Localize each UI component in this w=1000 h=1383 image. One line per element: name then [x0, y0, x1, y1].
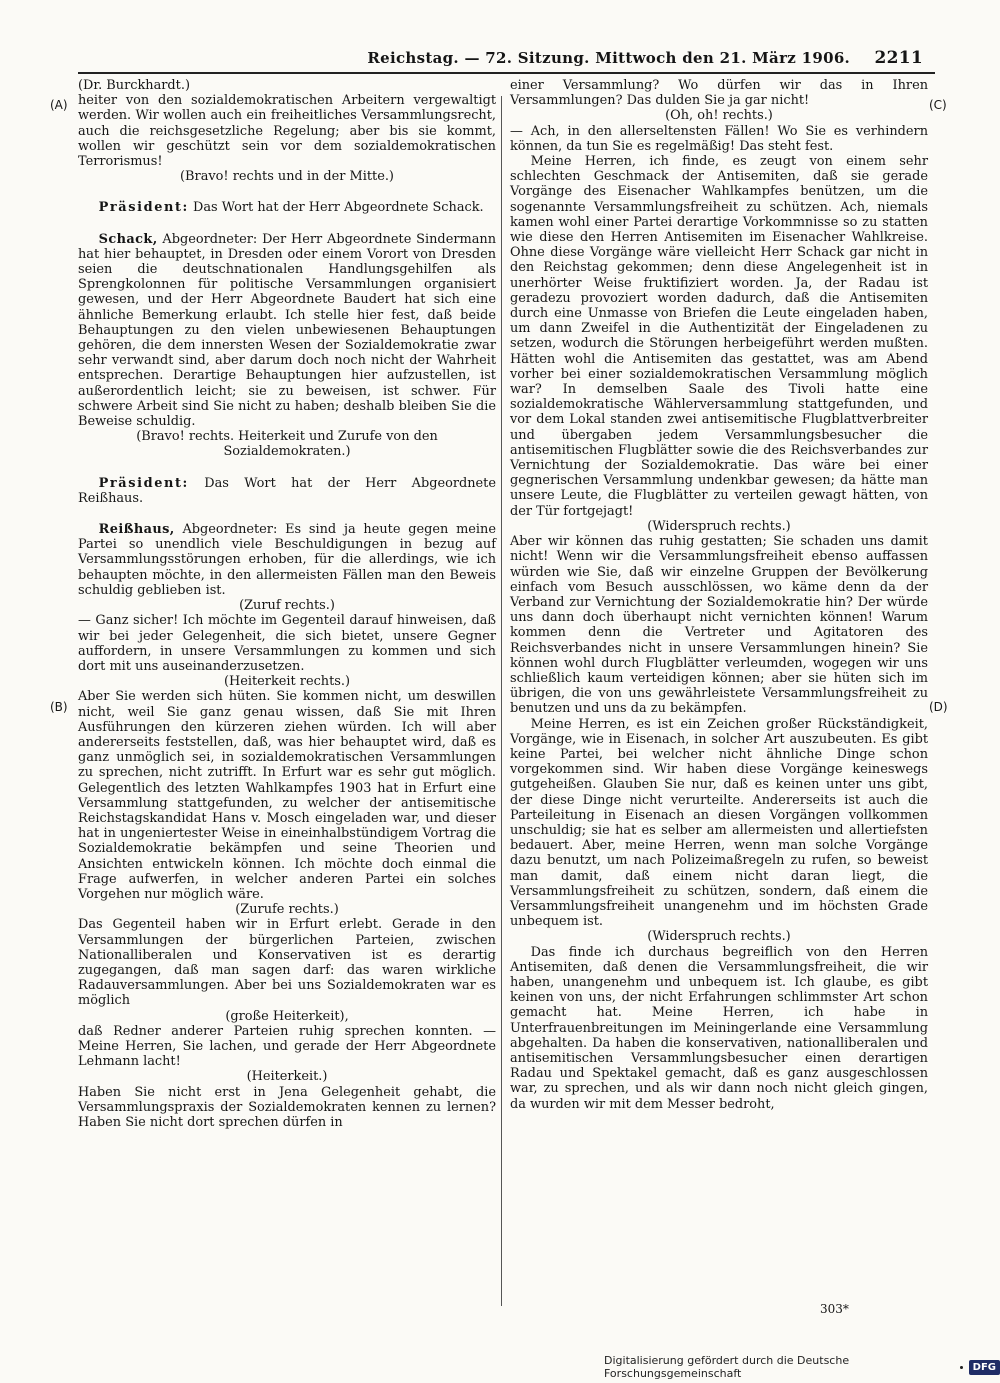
- speech-text: Abgeordneter: Es sind ja heute gegen meine Partei so unendlich viele Beschuldigungen in bezug auf Versammlungsstörungen erhoben, für die allerdings, wie ich behaupten möchte, in den allermeisten Fällen man den Beweis schuldig geblieben ist.: [78, 522, 496, 598]
- interjection: (Widerspruch rechts.): [647, 929, 791, 945]
- paragraph: Meine Herren, es ist ein Zeichen großer Rückständigkeit, Vorgänge, wie in Eisenach, in solcher Art auszubeuten. Es gibt keine Partei, bei welcher nicht ähnliche Dinge schon vorgekommen sind. Wir haben diese Vorgänge keineswegs gutgeheißen. Glauben Sie nur, daß es keinen unter uns gibt, der diese Dinge nicht verurteilte. Andererseits ist auch die Parteileitung in Eisenach an diesen Vorgängen vollkommen unschuldig; sie hat es selber am allermeisten und allertiefsten bedauert. Aber, meine Herren, wenn man solche Vorgänge dazu benutzt, um nach Polizeimaßregeln zu rufen, so beweist man damit, daß einem nicht daran liegt, die Versammlungsfreiheit zu schützen, sondern, daß einem die Versammlungsfreiheit unangenehm und im höchsten Grade unbequem ist.: [510, 716, 928, 930]
- speech-schack: [78, 232, 496, 430]
- interjection: (Zuruf rechts.): [239, 598, 335, 614]
- right-column: [510, 78, 928, 1112]
- page-header: [283, 48, 923, 68]
- dfg-logo: DFG: [969, 1360, 1000, 1375]
- paragraph: Das finde ich durchaus begreiflich von den Herren Antisemiten, daß denen die Versammlungsfreiheit, die wir haben, unangenehm und unbequem ist. Ich glaube, es gibt keinen von uns, der nicht Erfahrungen schlimmster Art schon gemacht hat. Meine Herren, ich habe in Unterfrauenbreitungen im Meiningerlande eine Versammlung abgehalten. Da haben die konservativen, nationalliberalen und antisemitischen Versammlungsbesucher einen derartigen Radau und Spektakel gemacht, daß es ganz ausgeschlossen war, zu sprechen, und als wir dann noch nicht gleich gingen, da wurden wir mit dem Messer bedroht,: [510, 944, 928, 1112]
- interjection: (Bravo! rechts. Heiterkeit und Zurufe von den Sozialdemokraten.): [136, 429, 438, 460]
- statement-text: Das Wort hat der Herr Abgeordnete Schack.: [188, 200, 484, 216]
- header-rule-right: [505, 72, 935, 74]
- margin-letter-c: (C): [929, 98, 947, 112]
- speaker-label: Präsident:: [98, 475, 189, 491]
- paragraph: heiter von den sozialdemokratischen Arbeitern vergewaltigt werden. Wir wollen auch ein freiheitliches Versammlungsrecht, auch die reichsgesetzliche Regelung; aber bis sie kommt, wollen wir geschützt sein vor dem sozialdemokratischen Terrorismus!: [78, 93, 496, 170]
- paragraph: — Ganz sicher! Ich möchte im Gegenteil darauf hinweisen, daß wir bei jeder Gelegenheit, die sich bietet, unsere Gegner auffordern, in unsere Versammlungen zu kommen und sich dort mit uns auseinanderzusetzen.: [78, 613, 496, 674]
- paragraph: Das Gegenteil haben wir in Erfurt erlebt. Gerade in den Versammlungen der bürgerlichen Parteien, zwischen Nationalliberalen und Konservativen ist es derartig zugegangen, daß man sagen darf: das waren wirkliche Radauversammlungen. Aber bei uns Sozialdemokraten war es möglich: [78, 917, 496, 1009]
- speaker-label: Präsident:: [98, 200, 189, 216]
- interjection: (Widerspruch rechts.): [647, 518, 791, 534]
- president-statement: [78, 200, 496, 215]
- footer-text: Digitalisierung gefördert durch die Deutsche Forschungsgemeinschaft: [604, 1354, 850, 1380]
- page-number: 303*: [820, 1302, 849, 1316]
- interjection: (Oh, oh! rechts.): [665, 108, 773, 124]
- footer: [604, 1354, 1000, 1380]
- speech-reisshaus: [78, 522, 496, 598]
- paragraph: einer Versammlung? Wo dürfen wir das in Ihren Versammlungen? Das dulden Sie ja gar nicht!: [510, 78, 928, 109]
- paragraph: Meine Herren, ich finde, es zeugt von einem sehr schlechten Geschmack der Antisemiten, daß sie gerade Vorgänge des Eisenacher Wahlkampfes benützen, um die sogenannte Versammlungsfreiheit zu schützen. Ach, niemals kamen wohl einer Partei derartige Vorkommnisse so zu statten wie diese den Herren Antisemiten im Eisenacher Wahlkreise. Ohne diese Vorgänge wäre vielleicht Herr Schack gar nicht in den Reichstag gekommen; denn diese Angelegenheit ist in unerhörter Weise fruktifiziert worden. Ja, der Radau ist geradezu provoziert worden dadurch, daß die Antisemiten durch eine Unmasse von Briefen die Leute eingeladen haben, um dann Zweifel in die Authentizität der Eingeladenen zu setzen, wodurch die Störungen herbeigeführt werden mußten. Hätten wohl die Antisemiten das gestattet, was am Abend vorher bei einer sozialdemokratischen Versammlung möglich war? In demselben Saale des Tivoli hatte eine sozialdemokratische Wählerversammlung stattgefunden, und vor dem Lokal standen zwei antisemitische Flugblattverbreiter und übergaben jedem Versammlungsbesucher die antisemitischen Flugblätter sowie die des Reichsverbandes zur Vernichtung der Sozialdemokratie. Das wäre bei einer gegnerischen Versammlung undenkbar gewesen; da hätte man unsere Leute, die Flugblätter zu verteilen gewagt hätten, von der Tür fortgejagt!: [510, 154, 928, 519]
- speaker-label: Schack,: [98, 231, 158, 247]
- left-column: [78, 78, 496, 1130]
- statement-text: Das Wort hat der Herr Abgeordnete Reißhaus.: [78, 475, 496, 506]
- speaker-label: Reißhaus,: [98, 522, 175, 538]
- separator-dot-icon: [960, 1366, 963, 1369]
- running-title: Reichstag. — 72. Sitzung. Mittwoch den 21. März 1906.: [367, 49, 851, 67]
- paragraph: Haben Sie nicht erst in Jena Gelegenheit gehabt, die Versammlungspraxis der Sozialdemokraten kennen zu lernen? Haben Sie nicht dort sprechen dürfen in: [78, 1084, 496, 1130]
- speech-text: Abgeordneter: Der Herr Abgeordnete Sindermann hat hier behauptet, in Dresden oder einem Vorort von Dresden seien die deutschnationalen Handlungsgehilfen als Sprengkolonnen für politische Versammlungen organisiert gewesen, und der Herr Abgeordnete Baudert hat sich eine ähnliche Bemerkung erlaubt. Ich stelle hier fest, daß beide Behauptungen zu den vielen unbewiesenen Behauptungen gehören, die dem innersten Wesen der Sozialdemokratie zwar sehr verwandt sind, aber darum doch noch nicht der Wahrheit entsprechen. Derartige Behauptungen hier aufzustellen, ist außerordentlich leicht; sie zu beweisen, ist schwer. Für schwere Arbeit sind Sie nicht zu haben; deshalb bleiben Sie die Beweise schuldig.: [78, 231, 496, 430]
- margin-letter-b: (B): [50, 700, 68, 714]
- paragraph: — Ach, in den allerseltensten Fällen! Wo Sie es verhindern können, da tun Sie es regelmäßig! Das steht fest.: [510, 123, 928, 154]
- speaker-reference: (Dr. Burckhardt.): [78, 78, 190, 93]
- margin-letter-a: (A): [50, 98, 68, 112]
- interjection: (Bravo! rechts und in der Mitte.): [180, 169, 394, 185]
- paragraph: Aber Sie werden sich hüten. Sie kommen nicht, um deswillen nicht, weil Sie ganz genau wissen, daß Sie mit Ihren Ausführungen den kürzeren ziehen würden. Ich will aber andererseits feststellen, daß, was hier behauptet wird, daß es ganz unmöglich sei, in sozialdemokratischen Versammlungen zu sprechen, nicht zutrifft. In Erfurt war es sehr gut möglich. Gelegentlich des letzten Wahlkampfes 1903 hat in Erfurt eine Versammlung stattgefunden, zu welcher der antisemitische Reichstagskandidat Hans v. Mosch eingeladen war, und dieser hat in ungeniertester Weise in eineinhalbstündigem Vortrag die Sozialdemokratie bekämpfen und seine Theorien und Ansichten entwickeln können. Ich möchte doch einmal die Frage aufwerfen, in welcher anderen Partei ein solches Vorgehen nur möglich wäre.: [78, 689, 496, 902]
- interjection: (Zurufe rechts.): [235, 902, 339, 918]
- president-statement: [78, 476, 496, 506]
- interjection: (Heiterkeit.): [246, 1069, 328, 1085]
- interjection: (Heiterkeit rechts.): [223, 674, 351, 690]
- paragraph: Aber wir können das ruhig gestatten; Sie schaden uns damit nicht! Wenn wir die Versammlungsfreiheit ebenso auffassen würden wie Sie, daß wir einzelne Gruppen der Bevölkerung einfach vom Besuch ausschlössen, wo käme denn da der Verband zur Vernichtung der Sozialdemokratie hin? Der würde uns dann doch überhaupt nicht vernichten können! Warum kommen denn die Vertreter und Agitatoren des Reichsverbandes nicht in unsere Versammlungen hinein? Sie können wohl durch Flugblätter verleumden, wogegen wir uns schließlich kaum verteidigen können; aber sie hüten sich im übrigen, die von uns gewährleistete Versammlungsfreiheit zu benutzen und uns da zu bekämpfen.: [510, 534, 928, 717]
- margin-letter-d: (D): [929, 700, 948, 714]
- page-folio: 2211: [874, 48, 923, 68]
- paragraph: daß Redner anderer Parteien ruhig sprechen konnten. — Meine Herren, Sie lachen, und gerade der Herr Abgeordnete Lehmann lacht!: [78, 1023, 496, 1070]
- interjection: (große Heiterkeit),: [225, 1008, 349, 1024]
- header-rule-left: [78, 72, 508, 74]
- column-separator: [501, 96, 502, 1306]
